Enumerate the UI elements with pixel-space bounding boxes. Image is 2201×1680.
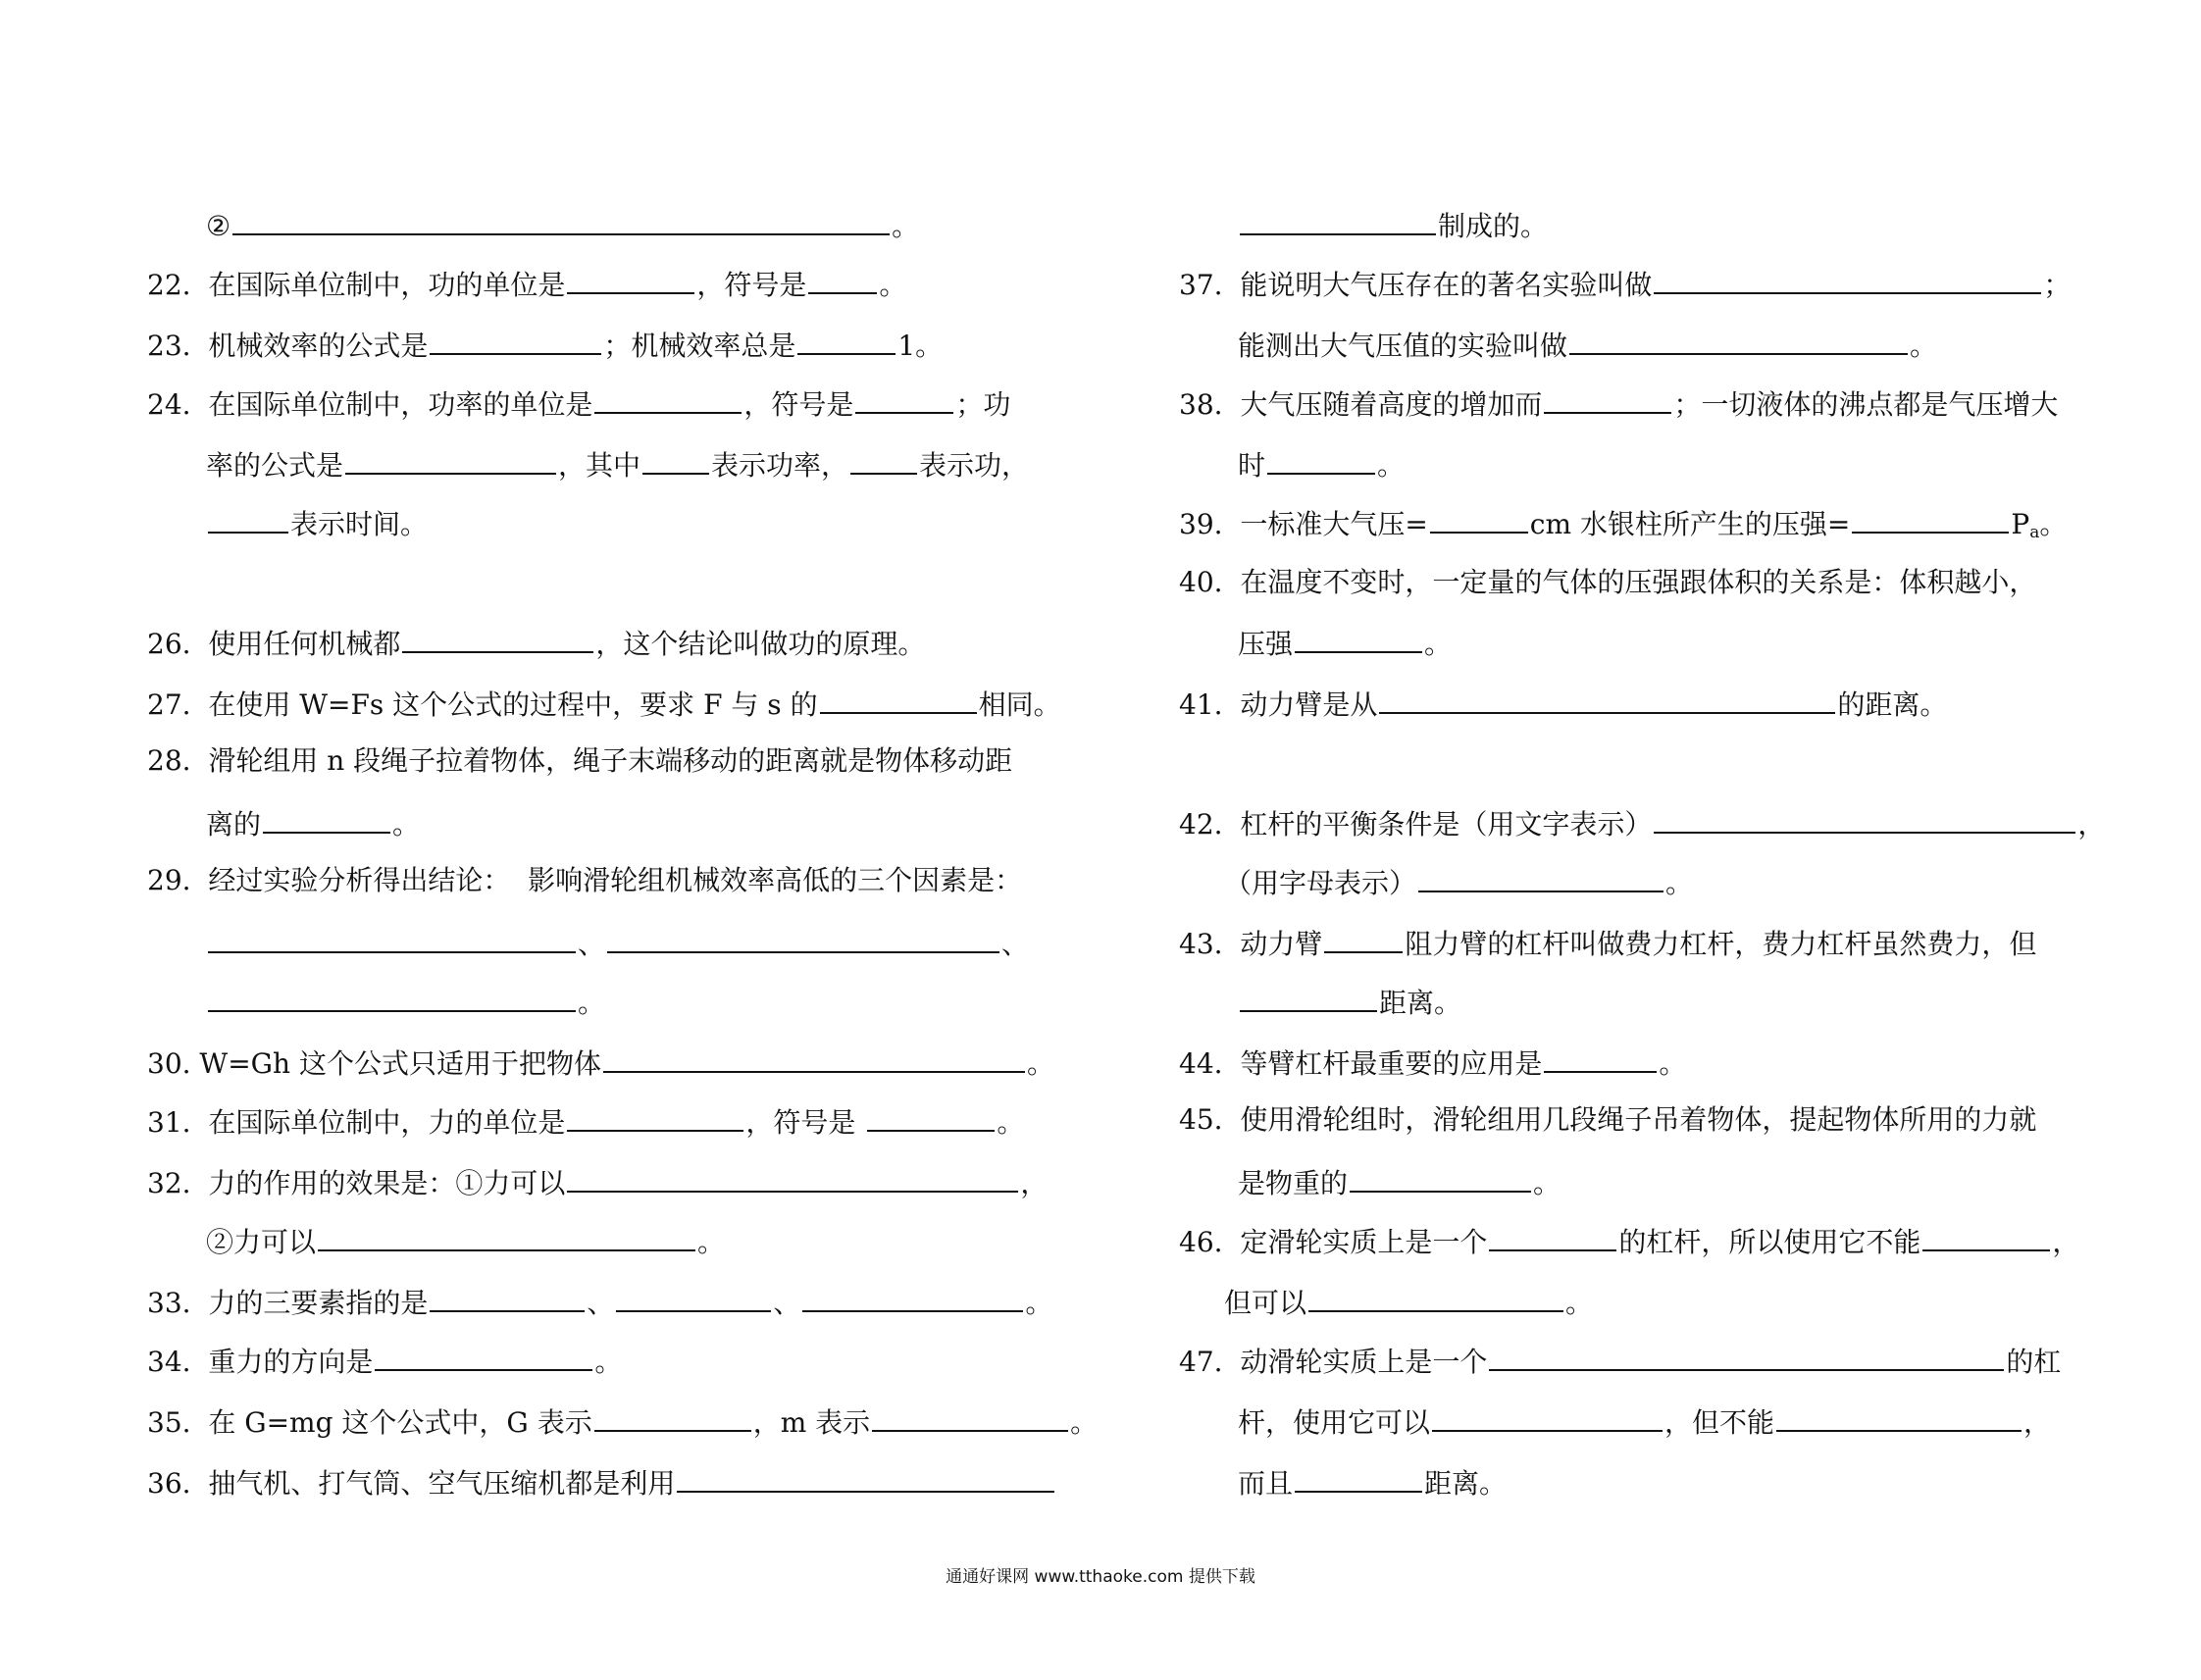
line-text: ； — [2043, 269, 2072, 301]
line-text: 。 — [1025, 1287, 1053, 1319]
line-text: 24. 在国际单位制中，功率的单位是 — [147, 388, 593, 421]
line-text: 离的 — [206, 808, 262, 840]
question-47-cont2 — [1238, 1461, 1507, 1501]
line-text: 。 — [1026, 1047, 1054, 1080]
line-text: 。 — [892, 210, 920, 242]
line-text: 、 — [1001, 928, 1030, 960]
question-40 — [1179, 563, 2036, 602]
unit-subscript: a — [2029, 523, 2040, 542]
question-46-cont — [1224, 1281, 1593, 1320]
line-text: 。 — [1424, 628, 1453, 660]
question-40-cont — [1238, 622, 1452, 661]
line-text: 。 — [997, 1106, 1025, 1139]
line-text: 。 — [697, 1226, 726, 1258]
line-text: 时 — [1238, 449, 1266, 482]
line-text: 1。 — [897, 330, 944, 362]
line-text: 。 — [594, 1346, 623, 1378]
line-text: 29. 经过实验分析得出结论： 影响滑轮组机械效率高低的三个因素是： — [147, 864, 1023, 896]
answer-blank[interactable] — [797, 324, 896, 355]
question-24-cont2 — [206, 502, 428, 541]
answer-blank[interactable] — [1418, 861, 1664, 892]
question-32 — [147, 1161, 1048, 1200]
answer-blank[interactable] — [232, 204, 890, 235]
answer-blank[interactable] — [1922, 1220, 2050, 1251]
line-text: 40. 在温度不变时，一定量的气体的压强跟体积的关系是：体积越小， — [1179, 566, 2037, 598]
answer-blank[interactable] — [1544, 382, 1671, 414]
answer-blank[interactable] — [1240, 204, 1436, 235]
answer-blank[interactable] — [345, 443, 556, 475]
question-36-cont — [1238, 204, 1548, 243]
answer-blank[interactable] — [1295, 622, 1422, 653]
line-text: 。 — [392, 808, 421, 840]
question-35 — [147, 1400, 1098, 1440]
answer-blank[interactable] — [820, 683, 977, 714]
answer-blank[interactable] — [318, 1220, 695, 1251]
answer-blank[interactable] — [850, 443, 917, 475]
line-text: 36. 抽气机、打气筒、空气压缩机都是利用 — [147, 1467, 676, 1500]
line-text: 。 — [1665, 867, 1694, 899]
answer-blank[interactable] — [867, 1100, 995, 1132]
question-42 — [1179, 802, 2105, 841]
line-text: 、 — [578, 928, 606, 960]
question-33 — [147, 1281, 1052, 1320]
answer-blank[interactable] — [802, 1281, 1023, 1312]
line-text: 率的公式是 — [206, 449, 344, 482]
line-text: 22. 在国际单位制中，功的单位是 — [147, 269, 566, 301]
question-24 — [147, 382, 1010, 422]
line-text: 43. 动力臂 — [1179, 928, 1323, 960]
unit-symbol: P — [2011, 508, 2030, 540]
line-text: 35. 在 G=mg 这个公式中，G 表示 — [147, 1406, 592, 1439]
line-text: 23. 机械效率的公式是 — [147, 330, 429, 362]
line-text: 表示时间。 — [290, 508, 429, 540]
line-text: 表示功率， — [711, 449, 849, 482]
line-text: 相同。 — [978, 688, 1061, 721]
answer-blank[interactable] — [1432, 1400, 1663, 1432]
line-text: ，这个结论叫做功的原理。 — [595, 628, 926, 660]
question-43 — [1179, 922, 2036, 961]
answer-blank[interactable] — [594, 1400, 751, 1432]
question-34 — [147, 1340, 622, 1379]
line-text: 但可以 — [1224, 1287, 1307, 1319]
answer-blank[interactable] — [808, 263, 877, 294]
answer-blank[interactable] — [855, 382, 953, 414]
question-38-cont — [1238, 443, 1405, 483]
answer-blank[interactable] — [208, 922, 576, 953]
line-text: 34. 重力的方向是 — [147, 1346, 374, 1378]
line-text: 是物重的 — [1238, 1167, 1349, 1199]
answer-blank[interactable] — [1308, 1281, 1563, 1312]
line-text: 的杠 — [2006, 1346, 2062, 1378]
line-text: ， — [1020, 1167, 1049, 1199]
line-text: cm 水银柱所产生的压强= — [1529, 508, 1851, 540]
line-text: 26. 使用任何机械都 — [147, 628, 401, 660]
question-30 — [147, 1042, 1054, 1081]
line-text: 。 — [2039, 508, 2068, 540]
answer-blank[interactable] — [263, 802, 390, 834]
line-text: ②力可以 — [206, 1226, 317, 1258]
line-text: 而且 — [1238, 1467, 1294, 1500]
left-line-01 — [206, 204, 919, 243]
answer-blank[interactable] — [642, 443, 709, 475]
line-text: 39. 一标准大气压= — [1179, 508, 1428, 540]
line-text: 。 — [1533, 1167, 1561, 1199]
line-text: ，其中 — [558, 449, 641, 482]
answer-blank[interactable] — [603, 1042, 1025, 1073]
question-44 — [1179, 1042, 1686, 1081]
line-text: ， — [2077, 808, 2106, 840]
line-text: 。 — [1377, 449, 1406, 482]
line-text: （用字母表示） — [1224, 867, 1417, 899]
line-text: ；功 — [955, 388, 1011, 421]
line-text: 44. 等臂杠杆最重要的应用是 — [1179, 1047, 1543, 1080]
answer-blank[interactable] — [872, 1400, 1068, 1432]
question-38 — [1179, 382, 2058, 422]
answer-blank[interactable] — [402, 622, 593, 653]
question-29-cont2 — [206, 981, 605, 1020]
line-text: 。 — [578, 987, 606, 1019]
answer-blank[interactable] — [375, 1340, 592, 1371]
question-36 — [147, 1461, 1056, 1501]
answer-blank[interactable] — [567, 1100, 743, 1132]
line-text: 、 — [773, 1287, 801, 1319]
question-29 — [147, 861, 1022, 900]
line-text: 。 — [1070, 1406, 1099, 1439]
question-23 — [147, 324, 943, 363]
line-text: ， — [2023, 1406, 2052, 1439]
answer-blank[interactable] — [1324, 922, 1403, 953]
line-text: ；一切液体的沸点都是气压增大 — [1673, 388, 2059, 421]
question-42-cont — [1224, 861, 1693, 900]
question-28-cont — [206, 802, 420, 841]
answer-blank[interactable] — [1430, 502, 1528, 534]
line-text: ；机械效率总是 — [603, 330, 796, 362]
question-24-cont — [206, 443, 1029, 483]
answer-blank[interactable] — [430, 324, 601, 355]
answer-blank[interactable] — [430, 1281, 585, 1312]
question-37-cont — [1238, 324, 1937, 363]
answer-blank[interactable] — [1240, 981, 1377, 1012]
question-46 — [1179, 1220, 2079, 1259]
question-39 — [1179, 502, 2067, 541]
line-text: 27. 在使用 W=Fs 这个公式的过程中，要求 F 与 s 的 — [147, 688, 818, 721]
answer-blank[interactable] — [1776, 1400, 2022, 1432]
line-text: 41. 动力臂是从 — [1179, 688, 1378, 721]
answer-blank[interactable] — [616, 1281, 771, 1312]
answer-blank[interactable] — [1852, 502, 2009, 534]
question-32-cont — [206, 1220, 725, 1259]
line-text: ，m 表示 — [752, 1406, 871, 1439]
answer-blank[interactable] — [1654, 263, 2041, 294]
line-text: 表示功， — [919, 449, 1030, 482]
answer-blank[interactable] — [1295, 1461, 1422, 1493]
question-29-cont — [206, 922, 1029, 961]
question-31 — [147, 1100, 1024, 1140]
line-text: 42. 杠杆的平衡条件是（用文字表示） — [1179, 808, 1653, 840]
question-28 — [147, 741, 1012, 781]
line-text: 33. 力的三要素指的是 — [147, 1287, 429, 1319]
question-27 — [147, 683, 1061, 722]
line-text: 31. 在国际单位制中，力的单位是 — [147, 1106, 566, 1139]
question-45-cont — [1238, 1161, 1561, 1200]
question-45 — [1179, 1100, 2036, 1140]
answer-blank[interactable] — [1489, 1340, 2004, 1371]
line-text: ，符号是 — [745, 1106, 856, 1139]
line-text: 、 — [587, 1287, 615, 1319]
line-text: 。 — [1910, 330, 1938, 362]
answer-blank[interactable] — [1654, 802, 2075, 834]
answer-blank[interactable] — [567, 1161, 1018, 1193]
answer-blank[interactable] — [208, 981, 576, 1012]
answer-blank[interactable] — [607, 922, 999, 953]
line-text: 的距离。 — [1837, 688, 1948, 721]
line-text: 38. 大气压随着高度的增加而 — [1179, 388, 1543, 421]
question-22 — [147, 263, 906, 302]
line-text: ， — [2052, 1226, 2080, 1258]
line-text: ，但不能 — [1664, 1406, 1775, 1439]
line-text: 45. 使用滑轮组时，滑轮组用几段绳子吊着物体，提起物体所用的力就 — [1179, 1103, 2037, 1136]
question-47-cont — [1238, 1400, 2051, 1440]
page-footer: 通通好课网 www.tthaoke.com 提供下载 — [946, 1567, 1255, 1587]
answer-blank[interactable] — [1350, 1161, 1531, 1193]
line-text: 的杠杆，所以使用它不能 — [1618, 1226, 1921, 1258]
question-41 — [1179, 683, 1947, 722]
question-47 — [1179, 1340, 2061, 1379]
answer-blank[interactable] — [208, 502, 288, 534]
answer-blank[interactable] — [1544, 1042, 1657, 1073]
line-text: 28. 滑轮组用 n 段绳子拉着物体，绳子末端移动的距离就是物体移动距 — [147, 744, 1013, 777]
line-text: 46. 定滑轮实质上是一个 — [1179, 1226, 1488, 1258]
line-text: 制成的。 — [1438, 210, 1549, 242]
answer-blank[interactable] — [1489, 1220, 1616, 1251]
line-text: 。 — [1565, 1287, 1594, 1319]
answer-blank[interactable] — [1267, 443, 1375, 475]
question-43-cont — [1238, 981, 1461, 1020]
line-text: 阻力臂的杠杆叫做费力杠杆，费力杠杆虽然费力，但 — [1405, 928, 2037, 960]
answer-blank[interactable] — [677, 1461, 1054, 1493]
line-text: 30. W=Gh 这个公式只适用于把物体 — [147, 1047, 601, 1080]
line-text: 距离。 — [1424, 1467, 1508, 1500]
line-text: ，符号是 — [743, 388, 854, 421]
line-text: 杆，使用它可以 — [1238, 1406, 1431, 1439]
line-text: 。 — [879, 269, 907, 301]
line-text: 。 — [1659, 1047, 1687, 1080]
line-text: 距离。 — [1379, 987, 1462, 1019]
line-text: 32. 力的作用的效果是：①力可以 — [147, 1167, 566, 1199]
answer-blank[interactable] — [567, 263, 694, 294]
line-text: 能测出大气压值的实验叫做 — [1238, 330, 1568, 362]
line-text: 压强 — [1238, 628, 1294, 660]
answer-blank[interactable] — [1379, 683, 1835, 714]
question-37 — [1179, 263, 2071, 302]
answer-blank[interactable] — [594, 382, 742, 414]
answer-blank[interactable] — [1569, 324, 1908, 355]
line-text: ② — [206, 210, 231, 242]
question-26 — [147, 622, 925, 661]
line-text: 37. 能说明大气压存在的著名实验叫做 — [1179, 269, 1653, 301]
line-text: ，符号是 — [696, 269, 807, 301]
line-text: 47. 动滑轮实质上是一个 — [1179, 1346, 1488, 1378]
